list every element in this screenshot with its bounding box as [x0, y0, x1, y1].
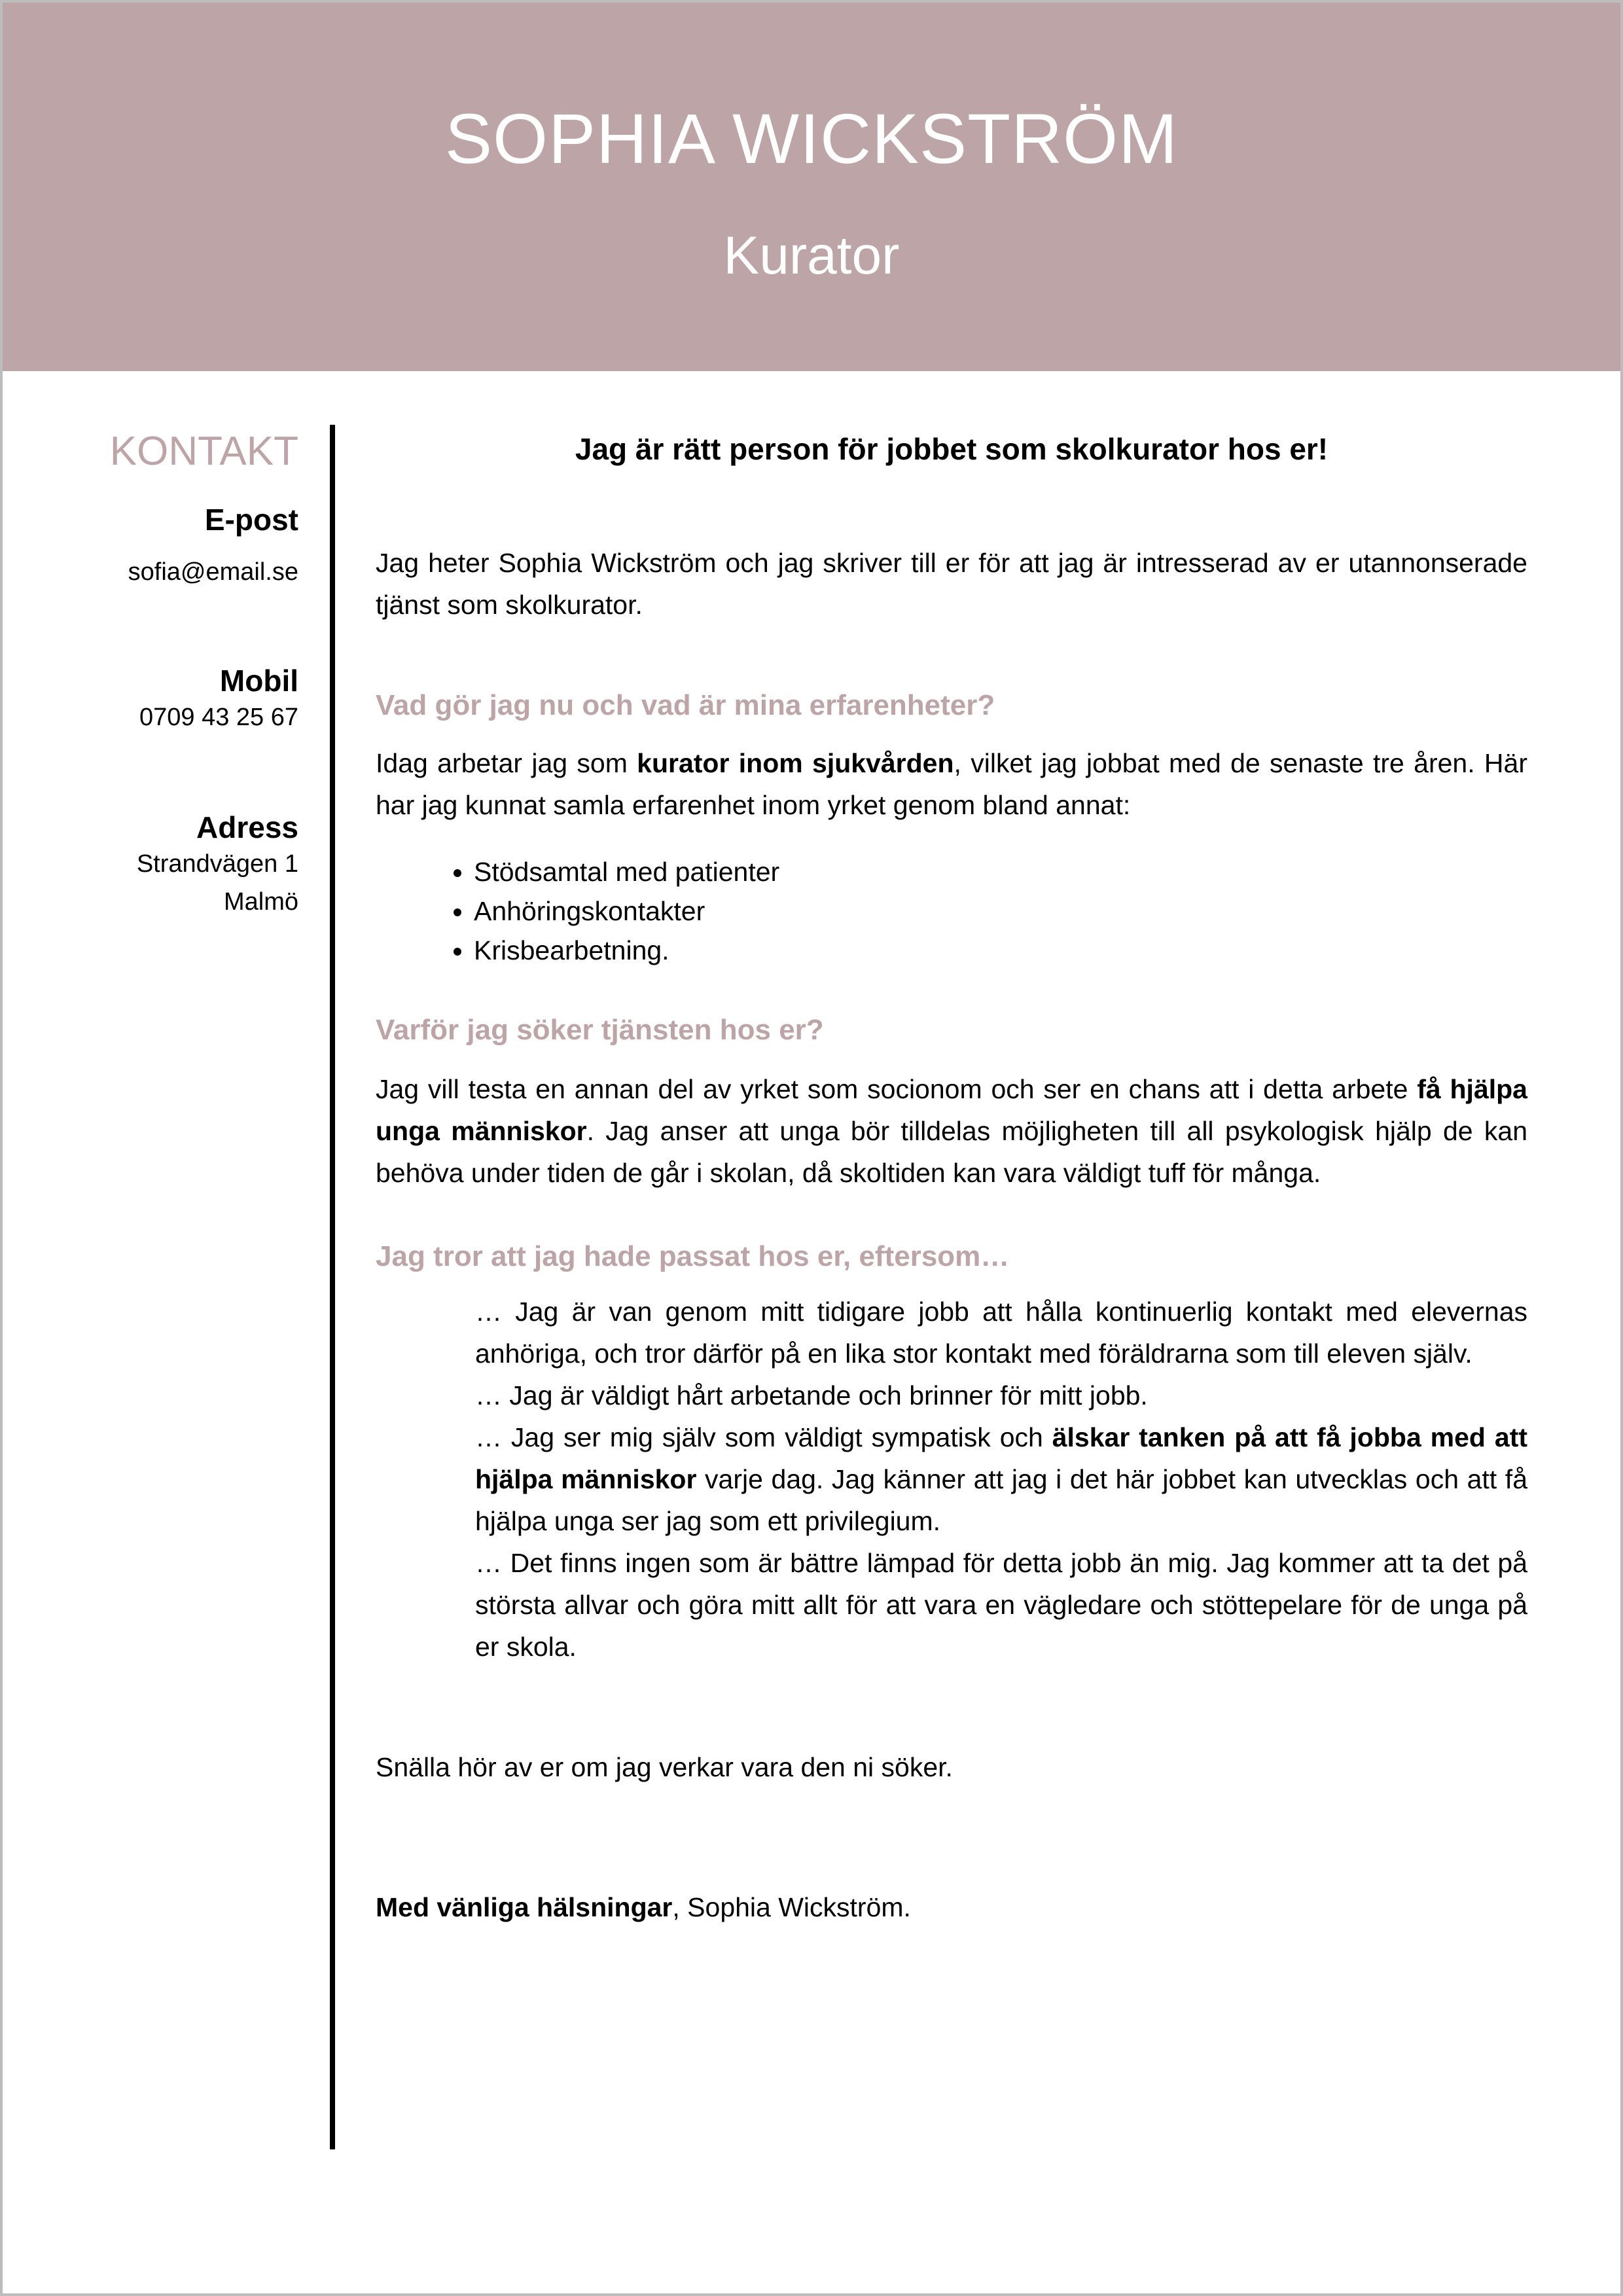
applicant-role: Kurator — [723, 226, 900, 285]
list-item: • Stödsamtal med patienter — [474, 852, 1527, 891]
fit-reason-3-text-bold: älskar tanken på att få jobba med att hjälpa människor — [475, 1422, 1528, 1494]
list-item: • Anhöringskontakter — [474, 891, 1527, 931]
motivation-text-c: . Jag anser att unga bör tilldelas möjligheten till all psykologisk hjälp de kan behöva under tiden de går i skolan, då skoltiden kan vara väldigt tuff för många. — [376, 1116, 1527, 1188]
mobile-value: 0709 43 25 67 — [139, 704, 298, 731]
contact-sidebar — [42, 422, 298, 921]
header-banner — [3, 3, 1620, 371]
applicant-name: SOPHIA WICKSTRÖM — [444, 99, 1179, 178]
section-heading-motivation: Varför jag söker tjänsten hos er? — [376, 1014, 824, 1046]
email-label: E-post — [204, 503, 298, 537]
experience-text-c: , vilket jag jobbat med de senaste tre åren. Här har jag kunnat samla erfarenhet inom yrket genom bland annat: — [376, 748, 1527, 820]
fit-reason-1: … Jag är van genom mitt tidigare jobb att hålla kontinuerlig kontakt med elevernas anhöriga, och tror därför på en lika stor kontakt med föräldrarna som till eleven själv. — [475, 1297, 1527, 1369]
address-line2: Malmö — [223, 888, 298, 916]
address-label: Adress — [196, 810, 298, 844]
section-heading-fit: Jag tror att jag hade passat hos er, eftersom… — [376, 1240, 1010, 1272]
vertical-divider — [330, 425, 335, 2149]
signoff — [376, 1886, 1527, 1928]
letter-title: Jag är rätt person för jobbet som skolkurator hos er! — [575, 432, 1329, 466]
motivation-paragraph — [376, 1068, 1527, 1194]
signoff-greeting: Med vänliga hälsningar — [376, 1892, 673, 1922]
experience-list — [376, 852, 1527, 970]
experience-text-bold: kurator inom sjukvården — [637, 748, 954, 778]
signoff-name: , Sophia Wickström. — [672, 1892, 911, 1922]
section-heading-experience: Vad gör jag nu och vad är mina erfarenheter? — [376, 689, 995, 721]
fit-reason-2: … Jag är väldigt hårt arbetande och brinner för mitt jobb. — [475, 1380, 1148, 1410]
experience-text-a: Idag arbetar jag som — [376, 748, 637, 778]
motivation-text-bold: få hjälpa unga människor — [376, 1074, 1527, 1146]
fit-reason-3-text-c: varje dag. Jag känner att jag i det här jobbet kan utvecklas och att få hjälpa unga ser jag som ett privilegium. — [475, 1464, 1527, 1536]
email-value: sofia@email.se — [128, 558, 298, 586]
fit-reasons — [376, 1291, 1527, 1668]
list-item: • Krisbearbetning. — [474, 931, 1527, 970]
letter-body — [376, 422, 1527, 1928]
experience-paragraph — [376, 742, 1527, 826]
intro-paragraph: Jag heter Sophia Wickström och jag skriver till er för att jag är intresserad av er utannonserade tjänst som skolkurator. — [376, 548, 1527, 620]
address-line1: Strandvägen 1 — [136, 850, 298, 878]
motivation-text-a: Jag vill testa en annan del av yrket som socionom och ser en chans att i detta arbete — [376, 1074, 1418, 1104]
fit-reason-3 — [475, 1416, 1527, 1542]
mobile-label: Mobil — [219, 664, 298, 698]
contact-heading: KONTAKT — [109, 429, 298, 474]
closing-line: Snälla hör av er om jag verkar vara den ni söker. — [376, 1752, 953, 1782]
fit-reason-3-text-a: … Jag ser mig själv som väldigt sympatisk och — [475, 1422, 1052, 1452]
fit-reason-4: … Det finns ingen som är bättre lämpad för detta jobb än mig. Jag kommer att ta det på största allvar och göra mitt allt för att vara en vägledare och stöttepelare för de unga på er skola. — [475, 1548, 1527, 1662]
